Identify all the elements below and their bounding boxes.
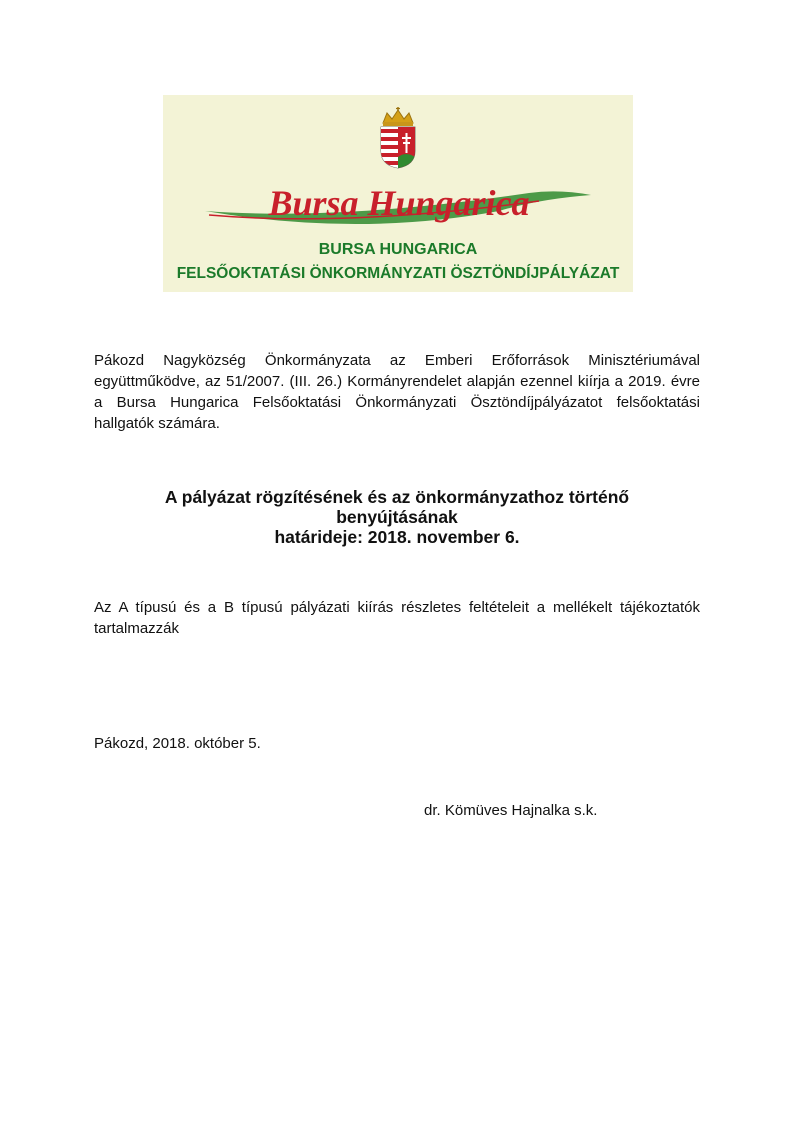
deadline-heading-line3: határideje: 2018. november 6.	[274, 527, 520, 547]
types-paragraph: Az A típusú és a B típusú pályázati kiírás részletes feltételeit a mellékelt tájékoztatók tartalmazzák	[94, 599, 700, 637]
logo-script-text: Bursa Hungarica	[268, 183, 530, 223]
logo-title-line1: BURSA HUNGARICA	[318, 241, 478, 258]
bursa-hungarica-script-logo	[199, 177, 599, 243]
deadline-heading	[94, 487, 700, 547]
deadline-heading-line1: A pályázat rögzítésének és az önkormányzathoz történő	[164, 487, 630, 507]
hungarian-coat-of-arms-icon	[375, 107, 421, 169]
place-date: Pákozd, 2018. október 5.	[94, 735, 261, 752]
deadline-heading-line2: benyújtásának	[336, 507, 458, 527]
signature: dr. Kömüves Hajnalka s.k.	[424, 802, 598, 819]
logo-title-line2: FELSŐOKTATÁSI ÖNKORMÁNYZATI ÖSZTÖNDÍJPÁLYÁZAT	[176, 265, 620, 282]
bursa-hungarica-logo-banner	[163, 95, 633, 292]
intro-paragraph: Pákozd Nagyközség Önkormányzata az Emberi Erőforrások Minisztériumával együttműködve, az 51/2007. (III. 26.) Kormányrendelet alapján ezennel kiírja a 2019. évre a Bursa Hungarica Felsőoktatási Önkormányzati Ösztöndíjpályázatot felsőoktatási hallgatók számára.	[94, 352, 700, 432]
